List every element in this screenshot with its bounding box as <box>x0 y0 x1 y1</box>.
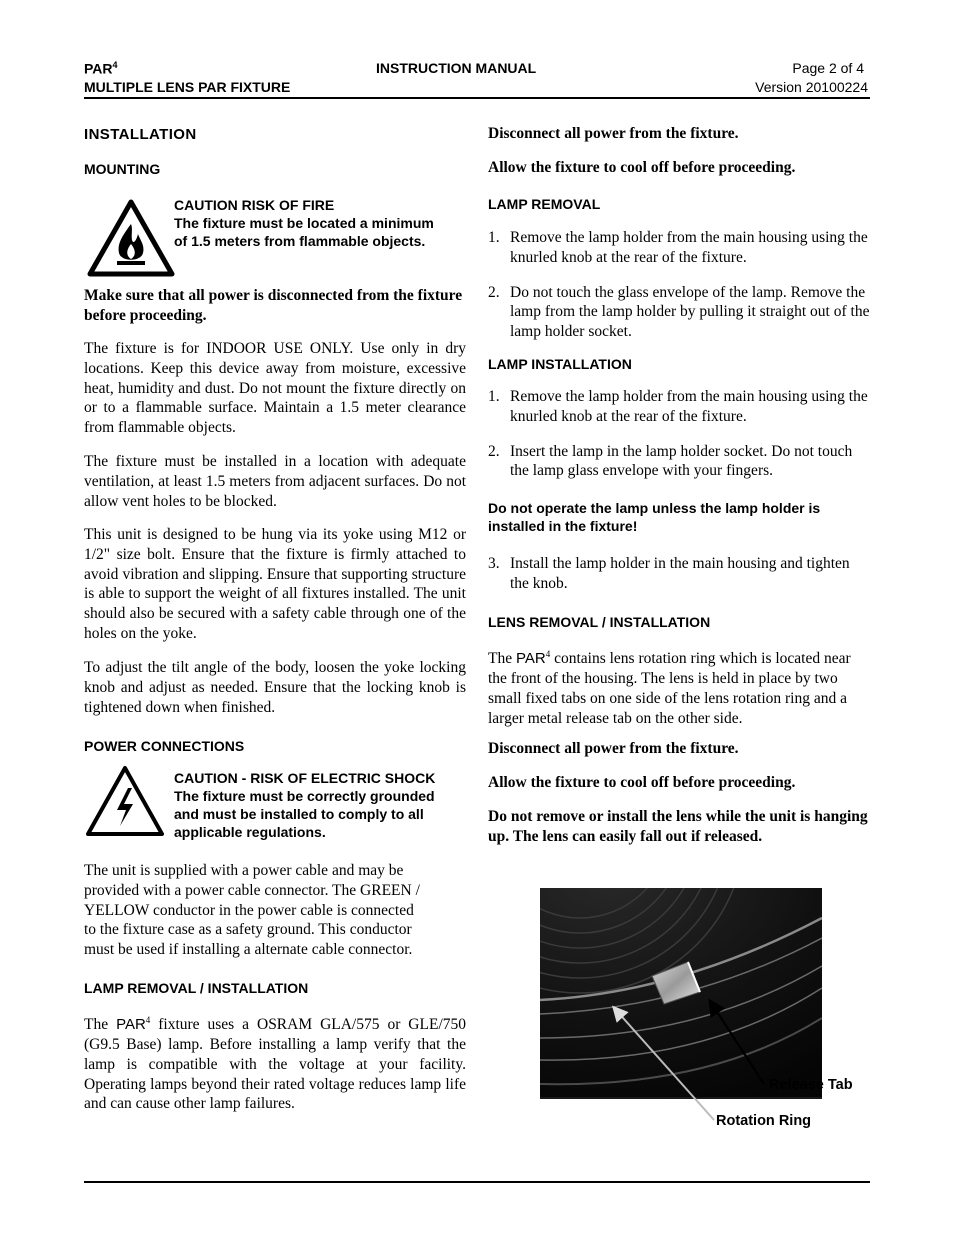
text-line: YELLOW conductor in the power cable is connected <box>84 901 414 919</box>
lamp-installation-list-continued <box>488 554 872 594</box>
power-disconnect-warning: Make sure that all power is disconnected from the fixture before proceeding. <box>84 287 463 324</box>
text-line: must be used if installing a alternate cable connector. <box>84 941 413 959</box>
text-line: provided with a power cable connector. The GREEN / <box>84 881 420 899</box>
lamp-paragraph: The PAR$^4$ fixture uses a OSRAM GLA/575 or GLE/750 (G9.5 Base) lamp. Before installing a lamp verify that the lamp is compatible with the voltage at your facility. Operating lamps beyond their rated voltage reduces lamp life and can cause other lamp failures. <box>84 1015 466 1113</box>
cool-off-warning: Allow the fixture to cool off before proceeding. <box>488 159 796 176</box>
list-item: 2. Insert the lamp in the lamp holder socket. Do not touch the lamp glass envelope with your fingers. <box>488 442 853 480</box>
fire-caution-title: CAUTION RISK OF FIRE <box>174 197 335 213</box>
tilt-paragraph: To adjust the tilt angle of the body, loosen the yoke locking knob and adjust as needed. Ensure that the locking knob is tightened down when finished. <box>84 659 466 716</box>
lamp-installation-list <box>488 387 872 481</box>
lamp-removal-list <box>488 228 872 342</box>
lamp-installation-heading: LAMP INSTALLATION <box>488 356 632 372</box>
list-item: 3. Install the lamp holder in the main housing and tighten the knob. <box>488 555 850 592</box>
operate-lamp-warning: Do not operate the lamp unless the lamp holder is installed in the fixture! <box>488 500 821 534</box>
ventilation-paragraph: The fixture must be installed in a location with adequate ventilation, at least 1.5 meters from adjacent surfaces. Do not allow vent holes to be blocked. <box>84 453 466 510</box>
product-subtitle: MULTIPLE LENS PAR FIXTURE <box>84 79 291 95</box>
electric-shock-icon <box>84 764 166 838</box>
release-tab-arrow <box>712 1004 764 1084</box>
text-line: The unit is supplied with a power cable and may be <box>84 862 404 879</box>
version-label: Version 20100224 <box>755 79 868 95</box>
mounting-heading: MOUNTING <box>84 161 161 177</box>
indoor-use-paragraph: The fixture is for INDOOR USE ONLY. Use only in dry locations. Keep this device away from moisture, excessive heat, humidity and dust. Do not mount the fixture directly on or to a flammable surface. Maintain a 1.5 meter clearance from flammable objects. <box>84 340 466 437</box>
lamp-removal-installation-heading: LAMP REMOVAL / INSTALLATION <box>84 980 309 996</box>
power-connections-heading: POWER CONNECTIONS <box>84 738 245 754</box>
power-cable-paragraph <box>84 861 466 960</box>
hanging-paragraph: This unit is designed to be hung via its yoke using M12 or 1/2" size bolt. Ensure that the fixture is firmly attached to avoid vibration and slipping. Ensure that supporting structure is able to support the weight of all fixtures installed. The unit should also be secured with a safety cable through one of the holes on the yoke. <box>84 526 466 642</box>
fire-caution-line: of 1.5 meters from flammable objects. <box>174 233 426 249</box>
shock-caution-title: CAUTION - RISK OF ELECTRIC SHOCK <box>174 770 436 786</box>
rotation-ring-label: Rotation Ring <box>716 1113 812 1129</box>
shock-caution-line: and must be installed to comply to all <box>174 806 424 822</box>
rotation-ring-arrow <box>616 1010 714 1120</box>
lens-paragraph: The PAR$^4$ contains lens rotation ring which is located near the front of the housing. The lens is held in place by two small fixed tabs on one side of the lens rotation ring and a larger metal release tab on the other side. <box>488 649 851 727</box>
text-line: to the fixture case as a safety ground. This conductor <box>84 921 412 939</box>
page-number: Page 2 of 4 <box>792 60 864 76</box>
list-item: 2. Do not touch the glass envelope of the lamp. Remove the lamp from the lamp holder by pulling it straight out of the lamp holder socket. <box>488 283 870 341</box>
photo-callout-arrows <box>540 888 822 1138</box>
fire-warning-icon <box>86 198 176 278</box>
footer-rule <box>84 1181 870 1183</box>
disconnect-warning: Disconnect all power from the fixture. <box>488 125 739 142</box>
header-rule <box>84 97 870 99</box>
list-item: 1. Remove the lamp holder from the main housing using the knurled knob at the rear of the fixture. <box>488 229 868 266</box>
lens-heading: LENS REMOVAL / INSTALLATION <box>488 614 711 630</box>
shock-caution-line: The fixture must be correctly grounded <box>174 788 435 804</box>
product-name: PAR$^4$ <box>84 60 118 77</box>
lamp-removal-heading: LAMP REMOVAL <box>488 196 601 212</box>
shock-caution-line: applicable regulations. <box>174 824 326 840</box>
installation-heading: INSTALLATION <box>84 126 197 143</box>
disconnect-warning: Disconnect all power from the fixture. <box>488 740 739 757</box>
list-item: 1. Remove the lamp holder from the main housing using the knurled knob at the rear of the fixture. <box>488 388 868 425</box>
document-title: INSTRUCTION MANUAL <box>376 60 537 76</box>
lens-fall-warning: Do not remove or install the lens while the unit is hanging up. The lens can easily fall out if released. <box>488 808 868 845</box>
fire-caution-line: The fixture must be located a minimum <box>174 215 434 231</box>
release-tab-label: Release Tab <box>769 1077 853 1093</box>
cool-off-warning: Allow the fixture to cool off before proceeding. <box>488 774 796 791</box>
